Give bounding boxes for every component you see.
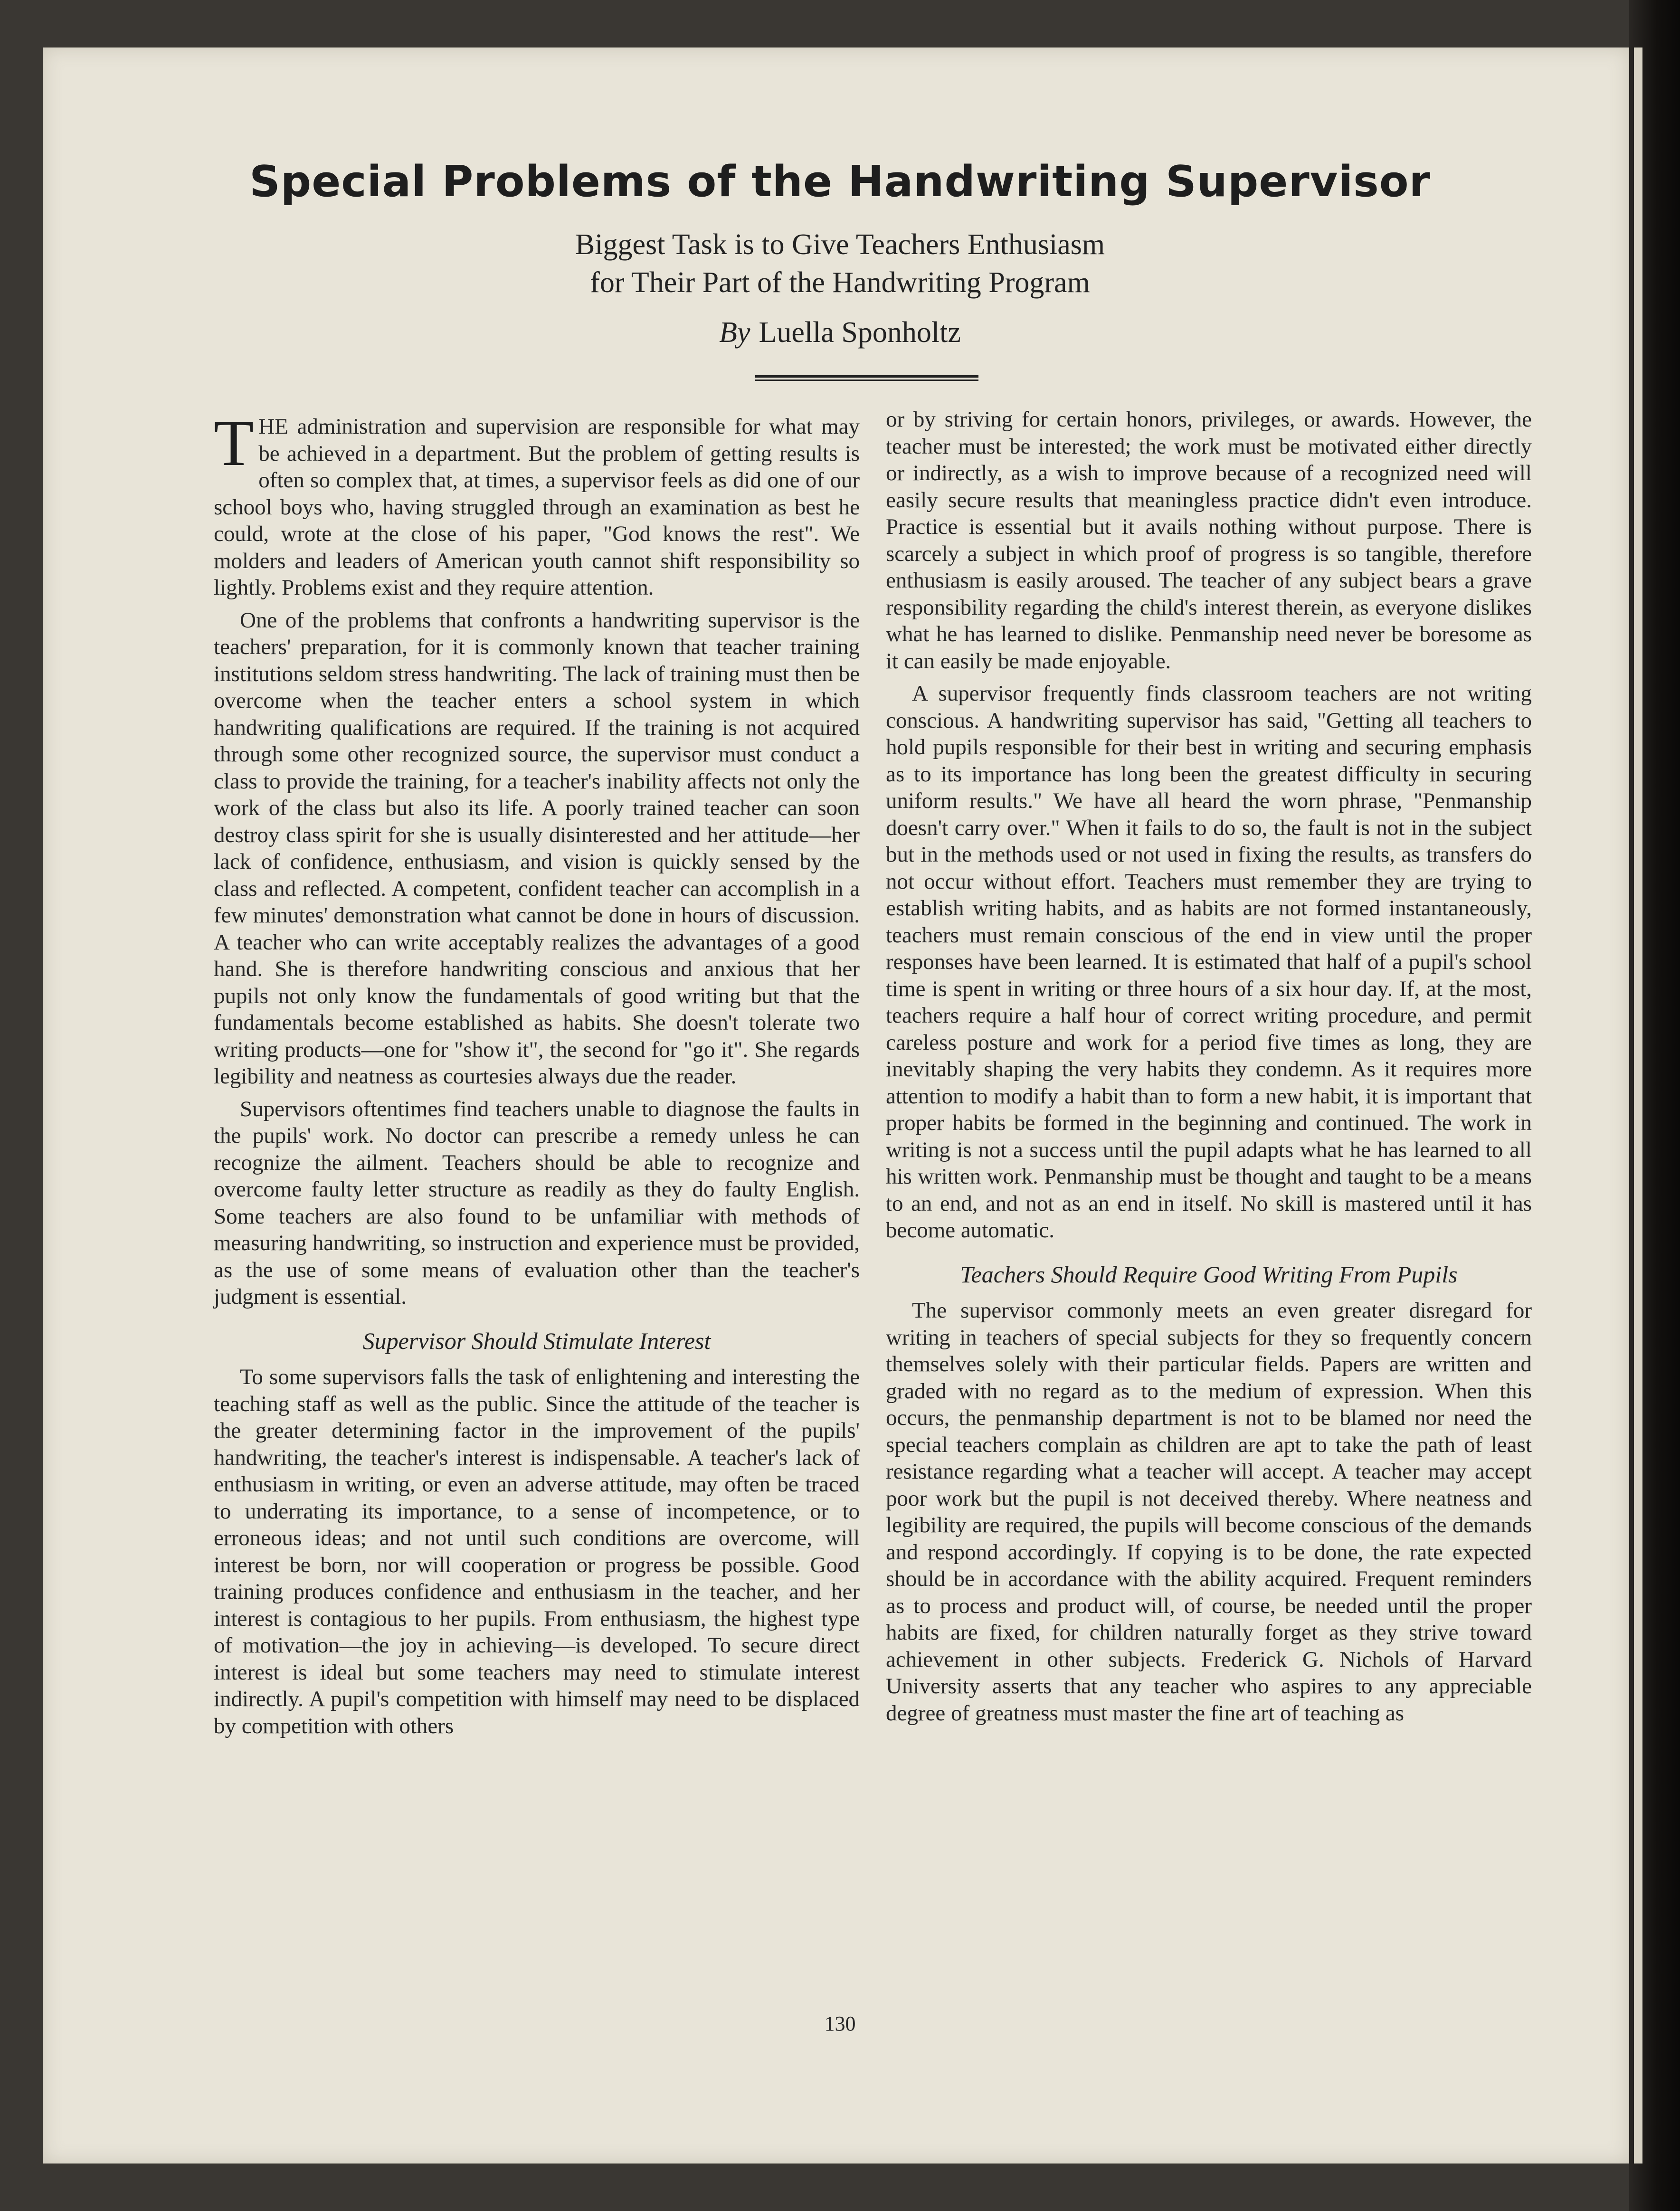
byline bbox=[0, 316, 1680, 350]
paragraph bbox=[214, 407, 860, 601]
author-name: Luella Sponholtz bbox=[759, 316, 961, 349]
paragraph: A supervisor frequently finds classroom teachers are not writing conscious. A handwriting supervisor has said, "Getting all teachers to hold pupils responsible for their best in writing and securing emphasis as to its importance has long been the greatest difficulty in securing uniform results." We have all heard the worn phrase, "Penmanship doesn't carry over." When it fails to do so, the fault is not in the subject but in the methods used or not used in fixing the results, as transfers do not occur without effort. Teachers must remember they are trying to establish writing habits, and as habits are not formed instantaneously, teachers must remain conscious of the end in view until the proper responses have been learned. It is estimated that half of a pupil's school time is spent in writing or three hours of a six hour day. If, at the most, teachers require a half hour of correct writing procedure, and permit careless posture and work for a period five times as long, they are inevitably shaping the very habits they condemn. As it requires more attention to modify a habit than to form a new habit, it is important that proper habits be formed in the beginning and continued. The work in writing is not a success until the pupil adapts what he has learned to all his written work. Penmanship must be thought and taught to be a means to an end, and not as an end in itself. No skill is mastered until it has become automatic. bbox=[886, 681, 1532, 1243]
section-heading: Supervisor Should Stimulate Interest bbox=[362, 1327, 711, 1354]
paragraph: To some supervisors falls the task of enlightening and interesting the teaching staff as well as the public. Since the attitude of the teacher is the greater determining factor in the improvement of the pupils' handwriting, the teacher's interest is indispensable. A teacher's lack of enthusiasm in writing, or even an adverse attitude, may often be traced to underrating its importance, to a sense of incompetence, or to erroneous ideas; and not until such conditions are overcome, will interest be born, nor will cooperation or progress be possible. Good training produces confidence and enthusiasm in the teacher, and her interest is contagious to her pupils. From enthusiasm, the highest type of motivation—the joy in achieving—is developed. To secure direct interest is ideal but some teachers may need to stimulate interest indirectly. A pupil's competition with himself may need to be displaced by competition with others bbox=[214, 1365, 860, 1738]
paragraph: Supervisors oftentimes find teachers unable to diagnose the faults in the pupils' work. No doctor can prescribe a remedy unless he can recognize the ailment. Teachers should be able to recognize and overcome faulty letter structure as readily as they do faulty English. Some teachers are also found to be unfamiliar with methods of measuring handwriting, so instruction and experience must be provided, as the use of some means of evaluation other than the teacher's judgment is essential. bbox=[214, 1096, 860, 1309]
article-title: Special Problems of the Handwriting Supervisor bbox=[249, 157, 1431, 207]
paragraph: One of the problems that confronts a handwriting supervisor is the teachers' preparation, for it is commonly known that teacher training institutions seldom stress handwriting. The lack of training must then be overcome when the teacher enters a school system in which handwriting qualifications are required. If the training is not acquired through some other recognized source, the supervisor must conduct a class to provide the training, for a teacher's inability affects not only the work of the class but also its life. A poorly trained teacher can soon destroy class spirit for she is usually disinterested and her attitude—her lack of confidence, enthusiasm, and vision is quickly sensed by the class and reflected. A competent, confident teacher can accomplish in a few minutes' demonstration what cannot be done in hours of discussion. A teacher who can write acceptably realizes the advantages of a good hand. She is therefore handwriting conscious and anxious that her pupils not only know the fundamentals of good writing but that the fundamentals become established as habits. She doesn't tolerate two writing products—one for "show it", the second for "go it". She regards legibility and neatness as courtesies always due the reader. bbox=[214, 607, 860, 1089]
article-subtitle-line1: Biggest Task is to Give Teachers Enthusiasm bbox=[575, 228, 1105, 261]
paragraph: The supervisor commonly meets an even greater disregard for writing in teachers of special subjects for they so frequently concern themselves solely with their particular fields. Papers are written and graded with no regard as to the medium of expression. When this occurs, the penmanship department is not to be blamed nor need the special teachers complain as children are apt to take the path of least resistance regarding what a teacher will accept. A teacher may accept poor work but the pupil is not deceived thereby. Where neatness and legibility are required, the pupils will become conscious of the demands and respond accordingly. If copying is to be done, the rate expected should be in accordance with the ability acquired. Frequent reminders as to process and product will, of course, be needed until the proper habits are fixed, for children naturally forget as they strive toward achievement in other subjects. Frederick G. Nichols of Harvard University asserts that any teacher who aspires to any appreciable degree of greatness must master the fine art of teaching as bbox=[886, 1298, 1532, 1726]
next-page-edge bbox=[1634, 47, 1642, 2164]
page-number: 130 bbox=[824, 2012, 856, 2035]
paragraph: or by striving for certain honors, privileges, or awards. However, the teacher must be interested; the work must be motivated either directly or indirectly, as a wish to improve because of a recognized need will easily secure results that meaningless practice didn't even introduce. Practice is essential but it avails nothing without purpose. There is scarcely a subject in which proof of progress is so tangible, therefore enthusiasm is easily aroused. The teacher of any subject bears a grave responsibility regarding the child's interest therein, as everyone dislikes what he has learned to dislike. Penmanship need never be boresome as it can easily be made enjoyable. bbox=[886, 407, 1532, 674]
left-text-column bbox=[214, 407, 860, 1739]
right-text-column bbox=[886, 406, 1532, 1727]
paragraph-text: HE administration and supervision are responsible for what may be achieved in a department. But the problem of getting results is often so complex that, at times, a supervisor feels as did one of our school boys who, having struggled through an examination as best he could, wrote at the close of his paper, "God knows the rest". We molders and leaders of American youth cannot shift responsibility so lightly. Problems exist and they require attention. bbox=[214, 414, 860, 600]
title-divider-rule bbox=[755, 375, 978, 381]
byline-prefix: By bbox=[719, 316, 750, 349]
drop-cap: T bbox=[214, 407, 254, 479]
section-heading: Teachers Should Require Good Writing From Pupils bbox=[960, 1261, 1458, 1288]
article-subtitle-line2: for Their Part of the Handwriting Program bbox=[590, 266, 1090, 299]
